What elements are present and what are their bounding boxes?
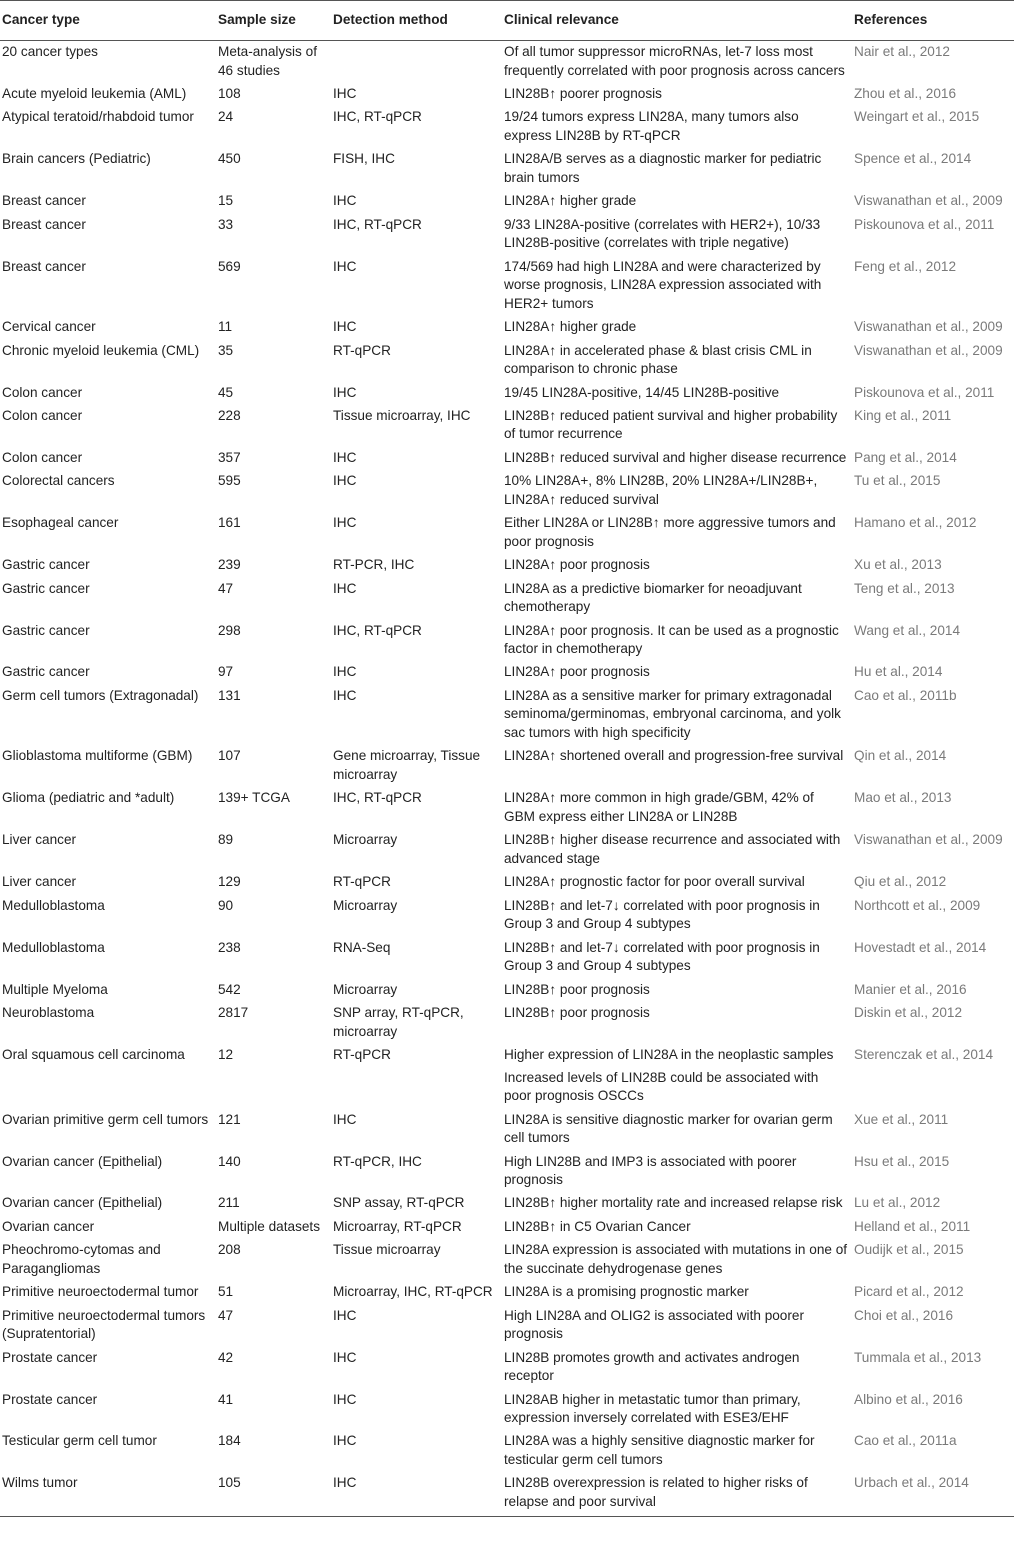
cell-cancer-type: Glioma (pediatric and *adult) [2, 790, 175, 806]
table-row [0, 787, 1014, 829]
table-row [0, 1281, 1014, 1304]
table-row [0, 1044, 1014, 1109]
cell-clinical-relevance: 174/569 had high LIN28A and were characterized by worse prognosis, LIN28A expression associated with HER2+ tumors [504, 258, 822, 311]
table-row [0, 213, 1014, 255]
cell-detection-method: FISH, IHC [333, 151, 395, 167]
cell-cancer-type: Oral squamous cell carcinoma [2, 1046, 185, 1062]
cell-cancer-type: Acute myeloid leukemia (AML) [2, 85, 187, 101]
cell-cancer-type: Medulloblastoma [2, 939, 105, 955]
cell-reference[interactable]: Tummala et al., 2013 [854, 1349, 982, 1365]
cell-detection-method: IHC [333, 193, 357, 209]
cell-detection-method: Microarray [333, 897, 398, 913]
cell-reference[interactable]: Weingart et al., 2015 [854, 109, 980, 125]
cell-cancer-type: Gastric cancer [2, 557, 90, 573]
cell-reference[interactable]: Cao et al., 2011a [854, 1433, 957, 1449]
cell-clinical-relevance: LIN28A is a promising prognostic marker [504, 1284, 749, 1300]
cell-detection-method: IHC [333, 85, 357, 101]
cell-cancer-type: Brain cancers (Pediatric) [2, 151, 151, 167]
cell-reference[interactable]: Urbach et al., 2014 [852, 1472, 1014, 1516]
table-row [0, 1239, 1014, 1281]
cell-cancer-type: Medulloblastoma [2, 897, 105, 913]
cell-cancer-type: Prostate cancer [2, 1349, 98, 1365]
table-row [0, 894, 1014, 936]
cell-clinical-relevance: LIN28A↑ in accelerated phase & blast crisis CML in comparison to chronic phase [504, 342, 812, 377]
cell-reference[interactable]: Nair et al., 2012 [854, 43, 950, 59]
cell-clinical-relevance: LIN28A↑ more common in high grade/GBM, 42% of GBM express either LIN28A or LIN28B [504, 790, 814, 824]
table-row [0, 148, 1014, 190]
cell-reference[interactable]: Sterenczak et al., 2014 [854, 1046, 994, 1062]
cell-detection-method: IHC, RT-qPCR [333, 790, 422, 806]
cell-detection-method: IHC [333, 515, 357, 531]
cell-sample-size: 238 [218, 939, 241, 955]
cell-clinical-relevance: LIN28B↑ poor prognosis [504, 1005, 650, 1021]
cell-detection-method: Microarray [333, 832, 398, 848]
cell-clinical-relevance: LIN28B↑ and let-7↓ correlated with poor prognosis in Group 3 and Group 4 subtypes [504, 939, 820, 974]
cell-clinical-relevance: Of all tumor suppressor microRNAs, let-7 loss most frequently correlated with poor prognosis across cancers [504, 43, 845, 78]
cell-sample-size: 15 [218, 193, 234, 209]
cell-cancer-type: 20 cancer types [2, 43, 98, 59]
cell-sample-size: 140 [218, 1153, 241, 1169]
cell-clinical-relevance: LIN28A↑ poor prognosis [504, 557, 650, 573]
cell-detection-method: RT-qPCR [333, 342, 391, 358]
cell-detection-method: IHC [333, 1433, 357, 1449]
cell-reference[interactable]: King et al., 2011 [854, 407, 952, 423]
table-row [0, 829, 1014, 871]
cell-detection-method: IHC [333, 449, 357, 465]
table-row [0, 83, 1014, 106]
cell-cancer-type: Ovarian primitive germ cell tumors [2, 1111, 209, 1127]
cell-cancer-type: Pheochromo-cytomas and Paragangliomas [2, 1242, 161, 1276]
cell-detection-method: IHC [333, 473, 357, 489]
cell-clinical-relevance: LIN28A was a highly sensitive diagnostic marker for testicular germ cell tumors [504, 1433, 815, 1468]
cell-detection-method: SNP assay, RT-qPCR [333, 1195, 465, 1211]
table-row [0, 745, 1014, 787]
cell-detection-method: Microarray [333, 981, 398, 997]
cell-cancer-type: Glioblastoma multiforme (GBM) [2, 748, 193, 764]
cell-sample-size: 97 [218, 664, 234, 680]
cell-clinical-relevance: 9/33 LIN28A-positive (correlates with HER2+), 10/33 LIN28B-positive (correlates with triple negative) [504, 216, 821, 251]
cell-sample-size: 105 [216, 1472, 331, 1516]
cell-clinical-relevance: LIN28B↑ poor prognosis [504, 981, 650, 997]
cell-sample-size: 42 [218, 1349, 234, 1365]
cell-cancer-type: Gastric cancer [2, 580, 90, 596]
cell-cancer-type: Colorectal cancers [2, 473, 115, 489]
cell-sample-size: 131 [218, 687, 241, 703]
cell-reference[interactable]: Cao et al., 2011b [854, 687, 957, 703]
cell-clinical-relevance: LIN28B↑ poorer prognosis [504, 85, 662, 101]
cell-reference[interactable]: Tu et al., 2015 [854, 473, 941, 489]
cell-sample-size: 89 [218, 832, 234, 848]
cell-clinical-relevance: Either LIN28A or LIN28B↑ more aggressive tumors and poor prognosis [504, 515, 836, 549]
cell-sample-size: 12 [218, 1046, 234, 1062]
cell-detection-method: Tissue microarray, IHC [333, 407, 471, 423]
cell-clinical-relevance: High LIN28A and OLIG2 is associated with poorer prognosis [504, 1307, 804, 1342]
cell-detection-method: IHC [333, 687, 357, 703]
cell-cancer-type: Breast cancer [2, 258, 86, 274]
cell-cancer-type: Gastric cancer [2, 664, 90, 680]
cell-detection-method: IHC, RT-qPCR [333, 216, 422, 232]
table-row [0, 470, 1014, 512]
cell-reference[interactable]: Oudijk et al., 2015 [854, 1242, 964, 1258]
cell-clinical-relevance: LIN28A↑ shortened overall and progression-free survival [504, 748, 844, 764]
cell-cancer-type: Ovarian cancer (Epithelial) [2, 1195, 163, 1211]
cell-reference[interactable]: Hamano et al., 2012 [854, 515, 977, 531]
cell-clinical-relevance: LIN28A↑ higher grade [504, 319, 637, 335]
cell-detection-method: Microarray, IHC, RT-qPCR [333, 1284, 493, 1300]
cell-clinical-relevance: LIN28AB higher in metastatic tumor than primary, expression inversely correlated with ESE3/EHF [504, 1391, 801, 1426]
relevance-line: Higher expression of LIN28A in the neoplastic samples [504, 1046, 834, 1062]
cell-clinical-relevance: LIN28B↑ higher mortality rate and increased relapse risk [504, 1195, 843, 1211]
cell-cancer-type: Neuroblastoma [2, 1005, 95, 1021]
cell-reference[interactable]: Piskounova et al., 2011 [854, 216, 995, 232]
cell-cancer-type: Atypical teratoid/rhabdoid tumor [2, 109, 194, 125]
cell-clinical-relevance: LIN28A as a sensitive marker for primary extragonadal seminoma/germinomas, embryonal carcinoma, and yolk sac tumors with high specificity [504, 687, 841, 741]
cell-sample-size: 184 [218, 1433, 241, 1449]
cell-cancer-type: Chronic myeloid leukemia (CML) [2, 342, 200, 358]
cell-sample-size: 357 [218, 449, 241, 465]
cell-sample-size: 51 [218, 1284, 234, 1300]
cell-clinical-relevance: 19/45 LIN28A-positive, 14/45 LIN28B-positive [504, 384, 780, 400]
cell-clinical-relevance: LIN28B↑ and let-7↓ correlated with poor prognosis in Group 3 and Group 4 subtypes [504, 897, 820, 932]
cell-reference[interactable]: Hu et al., 2014 [854, 664, 943, 680]
table-row [0, 446, 1014, 469]
cell-reference[interactable]: Viswanathan et al., 2009 [854, 342, 1003, 358]
cell-cancer-type: Colon cancer [2, 449, 83, 465]
cell-detection-method: IHC [333, 664, 357, 680]
cell-clinical-relevance: LIN28A↑ poor prognosis. It can be used as a prognostic factor in chemotherapy [504, 622, 839, 657]
cell-reference[interactable]: Feng et al., 2012 [854, 258, 957, 274]
cell-clinical-relevance: LIN28B↑ reduced survival and higher disease recurrence [504, 449, 847, 465]
cell-clinical-relevance: 10% LIN28A+, 8% LIN28B, 20% LIN28A+/LIN28B+, LIN28A↑ reduced survival [504, 473, 818, 507]
table-row [0, 1304, 1014, 1346]
cell-reference[interactable]: Choi et al., 2016 [854, 1307, 953, 1323]
cell-detection-method: IHC [333, 258, 357, 274]
cell-sample-size: 569 [218, 258, 241, 274]
table-row [0, 684, 1014, 745]
cell-reference[interactable]: Wang et al., 2014 [854, 622, 961, 638]
cell-cancer-type: Colon cancer [2, 407, 83, 423]
table-row [0, 1108, 1014, 1150]
cell-detection-method: IHC [333, 319, 357, 335]
cell-clinical-relevance: High LIN28B and IMP3 is associated with poorer prognosis [504, 1153, 797, 1188]
cell-detection-method: IHC [333, 1307, 357, 1323]
cell-detection-method: Microarray, RT-qPCR [333, 1218, 462, 1234]
cell-reference[interactable]: Viswanathan et al., 2009 [854, 193, 1003, 209]
cell-detection-method: IHC, RT-qPCR [333, 622, 422, 638]
table-row [0, 40, 1014, 82]
cell-sample-size: 208 [218, 1242, 241, 1258]
table-row [0, 554, 1014, 577]
cell-reference[interactable]: Helland et al., 2011 [854, 1218, 971, 1234]
cell-cancer-type: Liver cancer [2, 832, 77, 848]
cell-detection-method: IHC [331, 1472, 502, 1516]
table-row [0, 381, 1014, 404]
cell-detection-method: RT-qPCR [333, 1046, 391, 1062]
cell-clinical-relevance: LIN28A↑ prognostic factor for poor overall survival [504, 874, 805, 890]
cell-sample-size: 41 [218, 1391, 234, 1407]
cell-cancer-type: Ovarian cancer [2, 1218, 95, 1234]
table-row [0, 871, 1014, 894]
table-row [0, 1192, 1014, 1215]
table-row [0, 1346, 1014, 1388]
table-body [0, 40, 1014, 1516]
cell-cancer-type: Multiple Myeloma [2, 981, 108, 997]
table-row [0, 1215, 1014, 1238]
cell-clinical-relevance: LIN28B promotes growth and activates androgen receptor [504, 1349, 800, 1384]
cell-clinical-relevance: 19/24 tumors express LIN28A, many tumors also express LIN28B by RT-qPCR [504, 109, 799, 143]
cell-detection-method: IHC [333, 580, 357, 596]
cell-cancer-type: Colon cancer [2, 384, 83, 400]
cell-clinical-relevance: LIN28B↑ higher disease recurrence and associated with advanced stage [504, 832, 841, 866]
cell-detection-method: IHC [333, 384, 357, 400]
cell-detection-method: RT-PCR, IHC [333, 557, 415, 573]
table-row [0, 316, 1014, 339]
cell-reference[interactable]: Teng et al., 2013 [854, 580, 955, 596]
header-row [0, 1, 1014, 41]
table-row [0, 577, 1014, 619]
cell-sample-size: 11 [218, 319, 233, 335]
cell-clinical-relevance [502, 1044, 852, 1109]
header-clinical-relevance: Clinical relevance [502, 1, 852, 41]
cell-detection-method: RT-qPCR [333, 874, 391, 890]
cell-cancer-type: Liver cancer [2, 874, 77, 890]
relevance-line: Increased levels of LIN28B could be associated with poor prognosis OSCCs [504, 1069, 819, 1104]
cell-reference[interactable]: Lu et al., 2012 [854, 1195, 941, 1211]
cell-sample-size: 107 [218, 748, 241, 764]
cell-detection-method: RT-qPCR, IHC [333, 1153, 422, 1169]
cell-sample-size: Multiple datasets [218, 1218, 321, 1234]
cell-detection-method [331, 40, 502, 82]
cell-clinical-relevance: LIN28A↑ poor prognosis [504, 664, 650, 680]
cell-sample-size: 139+ TCGA [218, 790, 290, 806]
cell-reference[interactable]: Xue et al., 2011 [854, 1111, 949, 1127]
cell-sample-size: 129 [218, 874, 241, 890]
cell-cancer-type: Prostate cancer [2, 1391, 98, 1407]
cell-sample-size: 24 [218, 109, 234, 125]
cell-detection-method: RNA-Seq [333, 939, 391, 955]
header-references: References [852, 1, 1014, 41]
cell-detection-method: IHC [333, 1391, 357, 1407]
cell-reference[interactable]: Pang et al., 2014 [854, 449, 957, 465]
cell-sample-size: 47 [218, 1307, 234, 1323]
table-row [0, 1430, 1014, 1472]
cell-sample-size: 298 [218, 622, 241, 638]
cell-sample-size: 450 [218, 151, 241, 167]
cell-cancer-type: Primitive neuroectodermal tumors (Supratentorial) [2, 1307, 206, 1342]
table-row [0, 936, 1014, 978]
cell-reference[interactable]: Hsu et al., 2015 [854, 1153, 950, 1169]
table-row [0, 1150, 1014, 1192]
cell-clinical-relevance: LIN28A↑ higher grade [504, 193, 637, 209]
cell-reference[interactable]: Albino et al., 2016 [854, 1391, 963, 1407]
table-row [0, 978, 1014, 1001]
cell-sample-size: 90 [218, 897, 234, 913]
table-row [0, 1002, 1014, 1044]
cell-reference[interactable]: Diskin et al., 2012 [854, 1005, 963, 1021]
cell-reference[interactable]: Manier et al., 2016 [854, 981, 967, 997]
table-row [0, 619, 1014, 661]
header-sample-size: Sample size [216, 1, 331, 41]
cell-sample-size: Meta-analysis of 46 studies [218, 43, 317, 78]
cell-sample-size: 45 [218, 384, 234, 400]
table-row [0, 1388, 1014, 1430]
table-row [0, 106, 1014, 148]
cell-reference[interactable]: Hovestadt et al., 2014 [854, 939, 987, 955]
cell-sample-size: 161 [218, 515, 241, 531]
cell-sample-size: 108 [218, 85, 241, 101]
cell-reference[interactable]: Spence et al., 2014 [854, 151, 972, 167]
cell-reference[interactable]: Viswanathan et al., 2009 [854, 832, 1003, 848]
cell-sample-size: 595 [218, 473, 241, 489]
cell-clinical-relevance: LIN28A is sensitive diagnostic marker for ovarian germ cell tumors [504, 1111, 833, 1146]
cell-sample-size: 228 [218, 407, 241, 423]
cell-reference[interactable]: Northcott et al., 2009 [854, 897, 981, 913]
cell-detection-method: Gene microarray, Tissue microarray [333, 748, 481, 783]
table-row [0, 339, 1014, 381]
cell-clinical-relevance: LIN28A expression is associated with mutations in one of the succinate dehydrogenase genes [504, 1242, 848, 1276]
cell-cancer-type: Wilms tumor [0, 1472, 216, 1516]
cell-sample-size: 33 [218, 216, 234, 232]
cell-clinical-relevance: LIN28B↑ in C5 Ovarian Cancer [504, 1218, 691, 1234]
table-row [0, 405, 1014, 447]
cell-cancer-type: Germ cell tumors (Extragonadal) [2, 687, 199, 703]
cell-clinical-relevance: LIN28A/B serves as a diagnostic marker for pediatric brain tumors [504, 151, 822, 185]
cell-reference[interactable]: Zhou et al., 2016 [854, 85, 957, 101]
cell-cancer-type: Cervical cancer [2, 319, 96, 335]
cell-reference[interactable]: Qiu et al., 2012 [854, 874, 947, 890]
cell-clinical-relevance: LIN28B↑ reduced patient survival and higher probability of tumor recurrence [504, 407, 838, 442]
cell-detection-method: IHC [333, 1349, 357, 1365]
cell-reference[interactable]: Mao et al., 2013 [854, 790, 952, 806]
cell-detection-method: SNP array, RT-qPCR, microarray [333, 1005, 464, 1039]
cell-cancer-type: Esophageal cancer [2, 515, 119, 531]
cell-cancer-type: Testicular germ cell tumor [2, 1433, 157, 1449]
cell-cancer-type: Breast cancer [2, 216, 86, 232]
cell-reference[interactable]: Xu et al., 2013 [854, 557, 942, 573]
cell-sample-size: 542 [218, 981, 241, 997]
table-row [0, 661, 1014, 684]
table-row [0, 512, 1014, 554]
cell-cancer-type: Gastric cancer [2, 622, 90, 638]
cell-sample-size: 239 [218, 557, 241, 573]
cell-cancer-type: Primitive neuroectodermal tumor [2, 1284, 199, 1300]
header-cancer-type: Cancer type [0, 1, 216, 41]
cell-detection-method: Tissue microarray [333, 1242, 441, 1258]
cell-detection-method: IHC, RT-qPCR [333, 109, 422, 125]
cell-sample-size: 2817 [218, 1005, 249, 1021]
cell-reference[interactable]: Qin et al., 2014 [854, 748, 947, 764]
cell-sample-size: 35 [218, 342, 234, 358]
cell-sample-size: 211 [218, 1195, 240, 1211]
table-row [0, 190, 1014, 213]
cell-sample-size: 121 [218, 1111, 241, 1127]
table-row [0, 1472, 1014, 1516]
header-detection-method: Detection method [331, 1, 502, 41]
cell-reference[interactable]: Piskounova et al., 2011 [854, 384, 995, 400]
cell-reference[interactable]: Viswanathan et al., 2009 [854, 319, 1003, 335]
table-row [0, 255, 1014, 316]
cell-cancer-type: Ovarian cancer (Epithelial) [2, 1153, 163, 1169]
cell-clinical-relevance: LIN28A as a predictive biomarker for neoadjuvant chemotherapy [504, 580, 802, 615]
cell-reference[interactable]: Picard et al., 2012 [854, 1284, 964, 1300]
cell-cancer-type: Breast cancer [2, 193, 86, 209]
cell-sample-size: 47 [218, 580, 234, 596]
cell-clinical-relevance: LIN28B overexpression is related to higher risks of relapse and poor survival [502, 1472, 852, 1516]
cell-detection-method: IHC [333, 1111, 357, 1127]
